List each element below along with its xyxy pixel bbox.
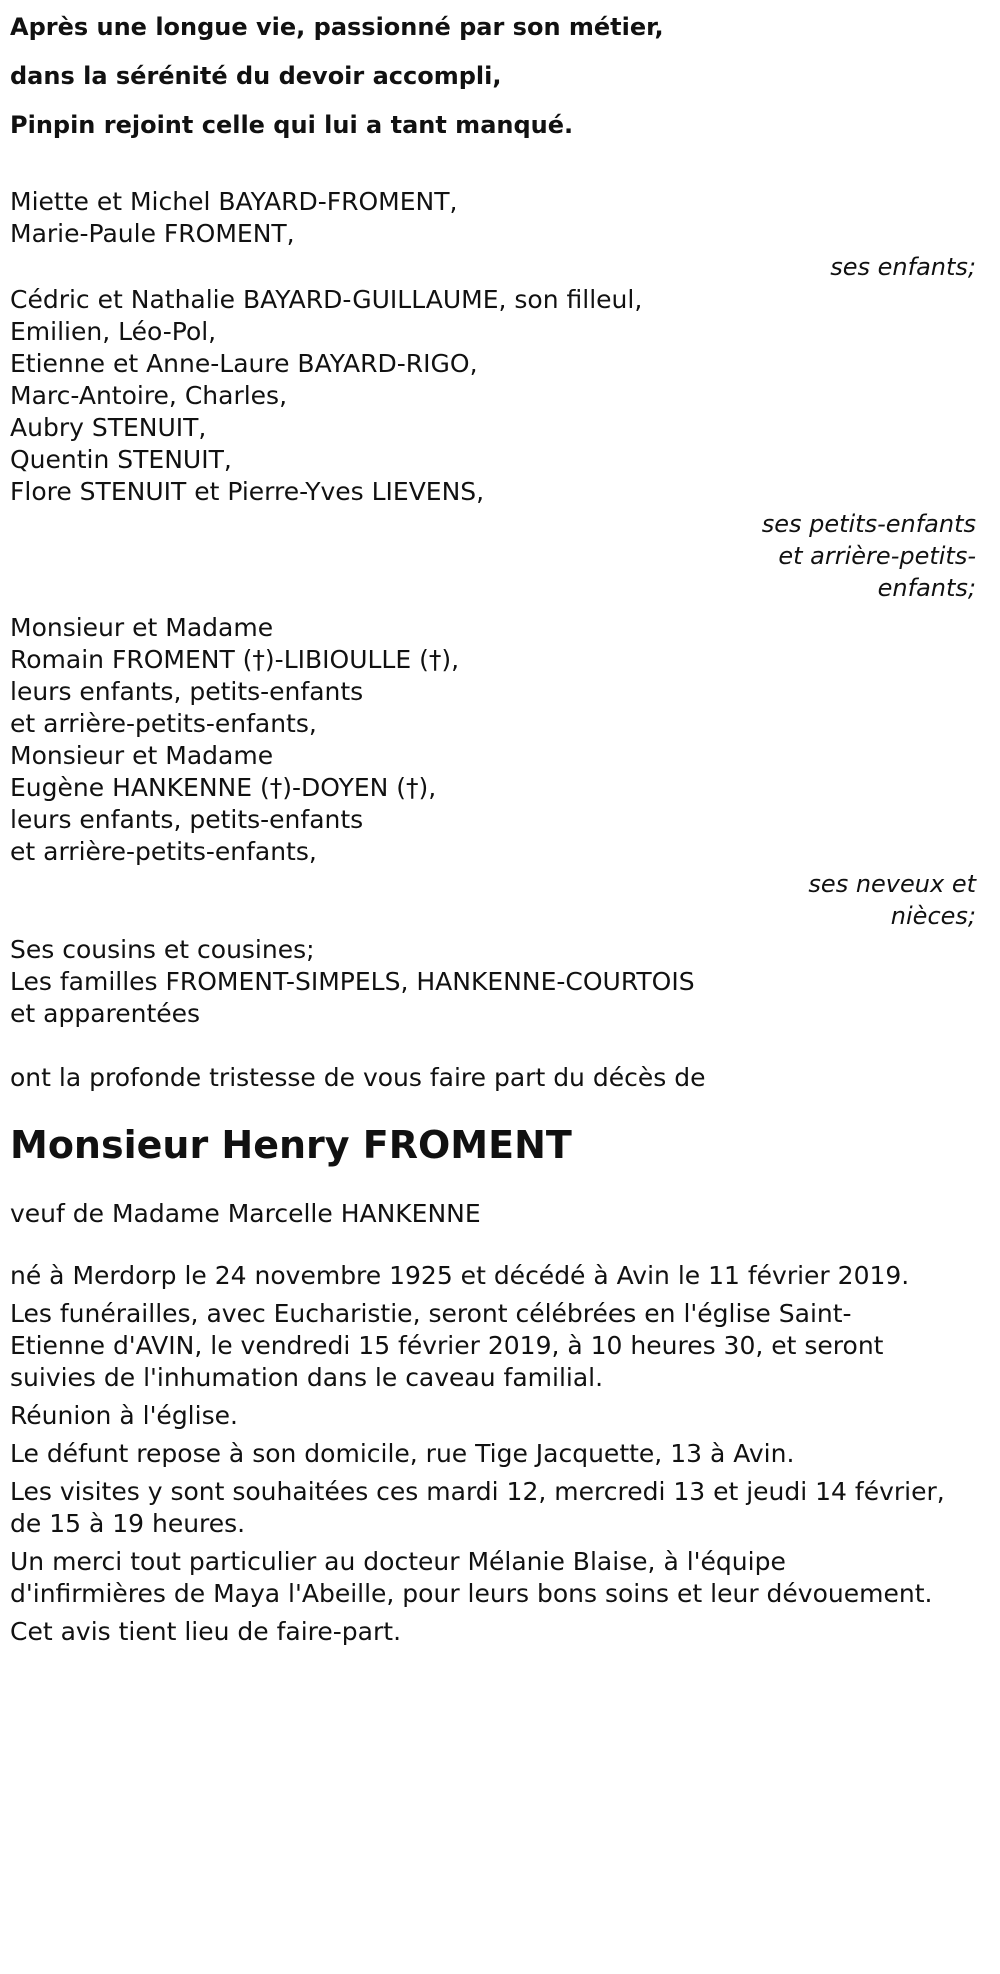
children-block [10,186,990,284]
family-name-line: Quentin STENUIT, [10,445,232,474]
family-name-line: Monsieur et Madame [10,613,274,642]
paragraph-line: Le défunt repose à son domicile, rue Tige Jacquette, 13 à Avin. [10,1439,795,1468]
thanks-paragraph [10,1546,990,1610]
closing-paragraph [10,1616,990,1648]
family-name-line: Flore STENUIT et Pierre-Yves LIEVENS, [10,477,485,506]
details-paragraph [10,1260,990,1292]
paragraph-line: Les funérailles, avec Eucharistie, seront célébrées en l'église Saint- [10,1299,852,1328]
paragraph-line: Etienne d'AVIN, le vendredi 15 février 2019, à 10 heures 30, et seront [10,1331,884,1360]
death-notice [10,0,990,1648]
family-name-line: Monsieur et Madame [10,741,274,770]
visits-paragraph [10,1476,990,1540]
paragraph-line: de 15 à 19 heures. [10,1509,246,1538]
intro-text [10,3,990,150]
relationship-label: enfants; [877,574,976,602]
relationship-label: et arrière-petits- [778,542,976,570]
family-name-line: Etienne et Anne-Laure BAYARD-RIGO, [10,349,478,378]
intro-line: Pinpin rejoint celle qui lui a tant manqué. [10,111,574,139]
relationship-label: ses petits-enfants [761,510,976,538]
relationship-label: ses enfants; [830,253,976,281]
deceased-name: Monsieur Henry FROMENT [10,1123,572,1167]
rest-paragraph [10,1438,990,1470]
paragraph-line: d'infirmières de Maya l'Abeille, pour leurs bons soins et leur dévouement. [10,1579,933,1608]
family-name-line: Ses cousins et cousines; [10,935,315,964]
family-name-line: Les familles FROMENT-SIMPELS, HANKENNE-COURTOIS [10,967,695,996]
other-relatives-block [10,934,990,1030]
family-name-line: Marie-Paule FROMENT, [10,219,295,248]
family-name-line: Eugène HANKENNE (†)-DOYEN (†), [10,773,437,802]
intro-line: Après une longue vie, passionné par son métier, [10,13,664,41]
relationship-label: nièces; [890,902,976,930]
family-name-line: et arrière-petits-enfants, [10,837,317,866]
grandchildren-block [10,284,990,604]
announcement-text: ont la profonde tristesse de vous faire part du décès de [10,1063,706,1092]
nephews-block [10,612,990,932]
family-name-line: Emilien, Léo-Pol, [10,317,217,346]
widower-line: veuf de Madame Marcelle HANKENNE [10,1199,481,1228]
meeting-paragraph [10,1400,990,1432]
relationship-label: ses neveux et [808,870,976,898]
family-name-line: Romain FROMENT (†)-LIBIOULLE (†), [10,645,460,674]
family-name-line: leurs enfants, petits-enfants [10,805,364,834]
intro-line: dans la sérénité du devoir accompli, [10,62,502,90]
paragraph-line: Un merci tout particulier au docteur Mélanie Blaise, à l'équipe [10,1547,786,1576]
paragraph-line: Cet avis tient lieu de faire-part. [10,1617,402,1646]
family-name-line: Marc-Antoire, Charles, [10,381,288,410]
paragraph-line: Les visites y sont souhaitées ces mardi 12, mercredi 13 et jeudi 14 février, [10,1477,945,1506]
family-name-line: Miette et Michel BAYARD-FROMENT, [10,187,458,216]
family-name-line: et arrière-petits-enfants, [10,709,317,738]
paragraph-line: suivies de l'inhumation dans le caveau familial. [10,1363,604,1392]
family-name-line: leurs enfants, petits-enfants [10,677,364,706]
funeral-paragraph [10,1298,990,1394]
paragraph-line: né à Merdorp le 24 novembre 1925 et décédé à Avin le 11 février 2019. [10,1261,910,1290]
family-name-line: Cédric et Nathalie BAYARD-GUILLAUME, son filleul, [10,285,643,314]
family-name-line: Aubry STENUIT, [10,413,207,442]
paragraph-line: Réunion à l'église. [10,1401,238,1430]
family-name-line: et apparentées [10,999,201,1028]
